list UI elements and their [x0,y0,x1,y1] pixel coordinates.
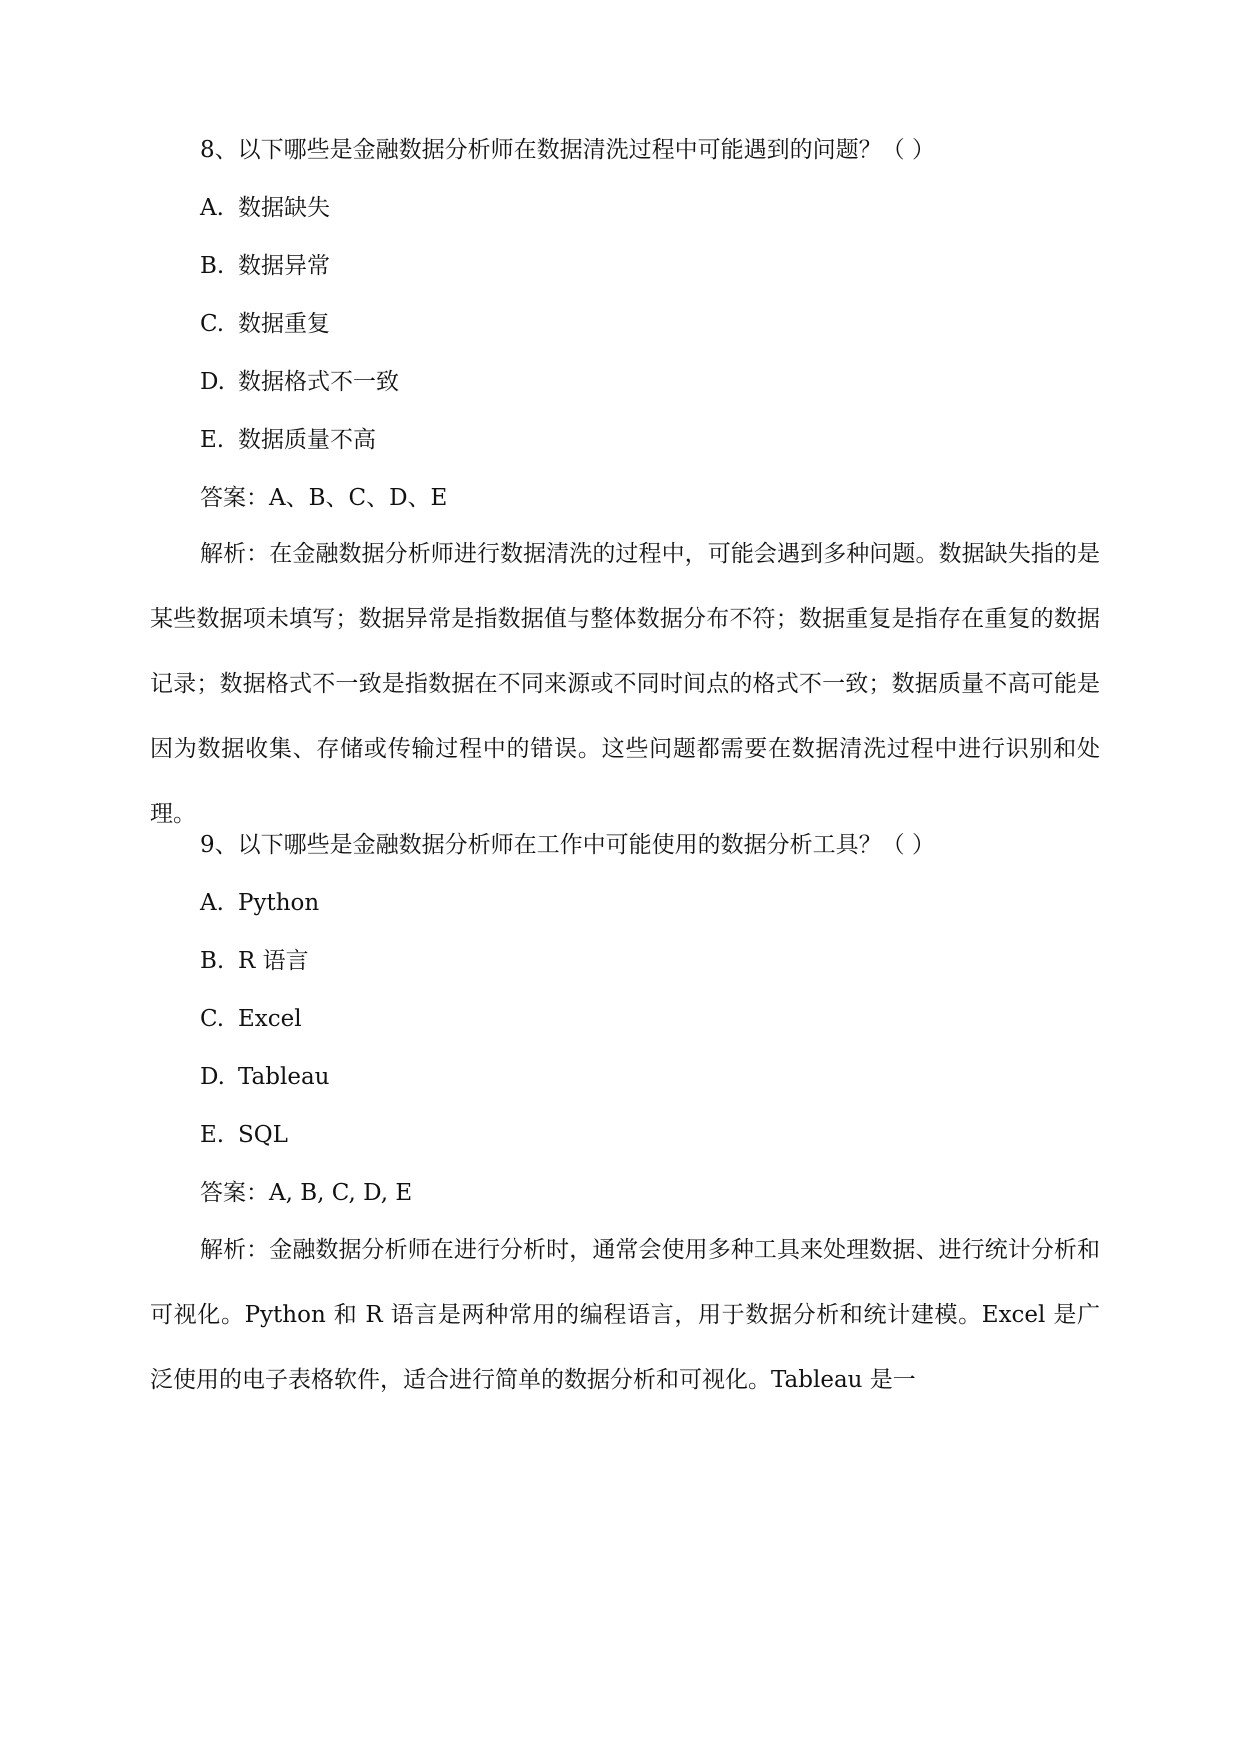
option-text: R 语言 [238,948,309,974]
question-8-answer: 答案：A、B、C、D、E [200,485,448,511]
option-text: Excel [238,1006,302,1032]
question-9-option-d [200,1062,329,1092]
question-8-option-a [200,193,330,223]
question-8-option-b [200,251,330,281]
question-9-stem: 9、以下哪些是金融数据分析师在工作中可能使用的数据分析工具？（ ） [200,832,935,858]
option-letter: E. [200,1122,225,1148]
question-8-option-c [200,309,330,339]
option-letter: A. [200,890,224,916]
option-text: Python [238,890,320,916]
question-8-option-e [200,425,376,455]
option-letter: C. [200,311,225,337]
question-9-answer: 答案：A, B, C, D, E [200,1180,413,1206]
option-letter: A. [200,195,224,221]
question-8-stem: 8、以下哪些是金融数据分析师在数据清洗过程中可能遇到的问题？（ ） [200,137,935,163]
question-9-option-c [200,1004,302,1034]
option-text: Tableau [238,1064,330,1090]
option-letter: D. [200,1064,225,1090]
question-9-analysis: 解析：金融数据分析师在进行分析时，通常会使用多种工具来处理数据、进行统计分析和可视化。Python 和 R 语言是两种常用的编程语言，用于数据分析和统计建模。Excel 是广泛使用的电子表格软件，适合进行简单的数据分析和可视化。Tableau 是一 [150,1237,1100,1393]
option-letter: E. [200,427,225,453]
option-letter: C. [200,1006,225,1032]
option-text: 数据格式不一致 [238,369,399,395]
option-text: 数据重复 [238,311,330,337]
option-letter: B. [200,948,225,974]
option-text: 数据异常 [238,253,330,279]
option-letter: D. [200,369,225,395]
question-9-option-a [200,888,319,918]
question-8-analysis: 解析：在金融数据分析师进行数据清洗的过程中，可能会遇到多种问题。数据缺失指的是某些数据项未填写；数据异常是指数据值与整体数据分布不符；数据重复是指存在重复的数据记录；数据格式不一致是指数据在不同来源或不同时间点的格式不一致；数据质量不高可能是因为数据收集、存储或传输过程中的错误。这些问题都需要在数据清洗过程中进行识别和处理。 [150,541,1100,827]
question-8-option-d [200,367,399,397]
option-text: SQL [238,1122,288,1148]
question-9-option-b [200,946,309,976]
option-letter: B. [200,253,225,279]
question-9-option-e [200,1120,288,1150]
option-text: 数据缺失 [238,195,330,221]
option-text: 数据质量不高 [238,427,376,453]
